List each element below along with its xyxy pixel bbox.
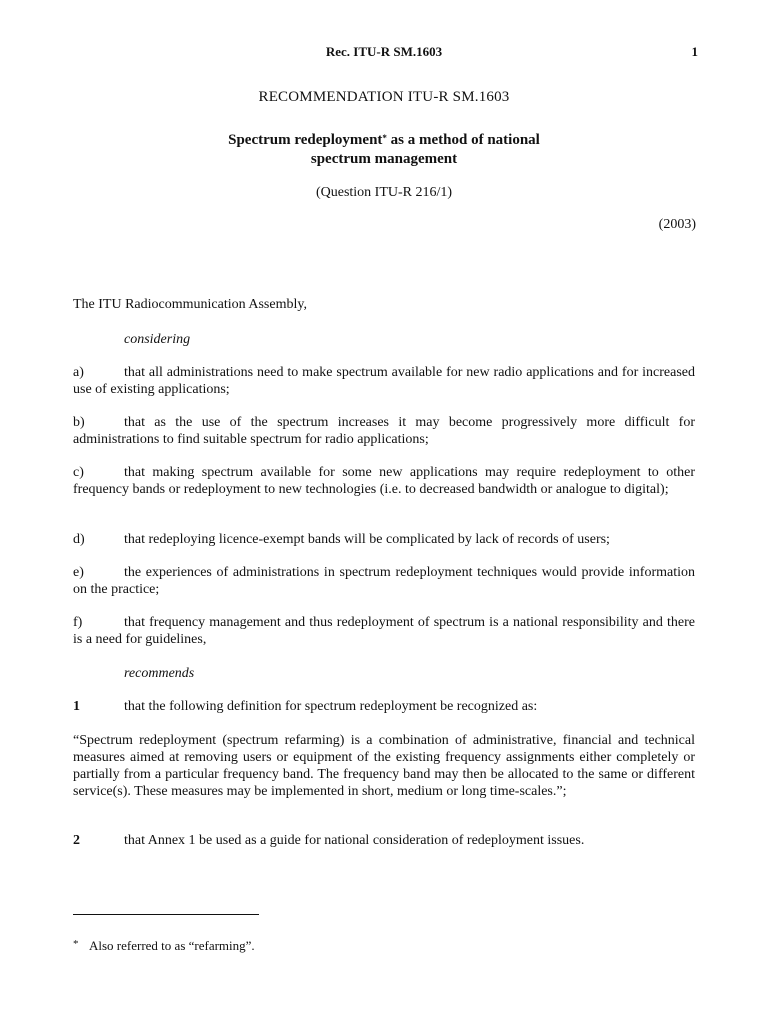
item-label: e) — [73, 565, 84, 580]
item-text: the experiences of administrations in spectrum redeployment techniques would provide information on the practice; — [73, 565, 695, 597]
assembly-line: The ITU Radiocommunication Assembly, — [73, 297, 307, 312]
page-number: 1 — [691, 44, 698, 59]
item-text: that all administrations need to make spectrum available for new radio applications and for increased use of existing applications; — [73, 365, 695, 397]
item-label: f) — [73, 615, 83, 630]
recommendation-subtitle — [0, 131, 768, 169]
item-label: d) — [73, 532, 85, 547]
considering-item-c — [73, 464, 695, 498]
item-text: that Annex 1 be used as a guide for national consideration of redeployment issues. — [124, 833, 585, 848]
recommends-heading: recommends — [124, 666, 195, 681]
item-label: a) — [73, 365, 84, 380]
considering-item-d — [73, 531, 695, 548]
subtitle-line-1b: as a method of national — [386, 132, 540, 148]
footnote-mark: * — [73, 938, 79, 950]
considering-heading: considering — [124, 332, 191, 347]
question-reference: (Question ITU-R 216/1) — [315, 185, 453, 200]
footnote — [73, 938, 255, 954]
item-text: that frequency management and thus redeployment of spectrum is a national responsibility and there is a need for guidelines, — [73, 615, 695, 647]
item-label: b) — [73, 415, 85, 430]
subtitle-line-2: spectrum management — [310, 151, 458, 167]
item-number: 1 — [73, 699, 80, 714]
footnote-reference[interactable]: * — [382, 133, 387, 143]
considering-item-b — [73, 414, 695, 448]
item-text: that redeploying licence-exempt bands will be complicated by lack of records of users; — [124, 532, 610, 547]
footnote-divider — [73, 914, 259, 915]
considering-item-f — [73, 614, 695, 648]
header-code: Rec. ITU-R SM.1603 — [325, 44, 443, 59]
item-text: that the following definition for spectrum redeployment be recognized as: — [124, 699, 538, 714]
considering-item-e — [73, 564, 695, 598]
item-number: 2 — [73, 833, 80, 848]
definition-paragraph: “Spectrum redeployment (spectrum refarming) is a combination of administrative, financial and technical measures aimed at removing users or equipment of the existing frequency assignments either completely or partially from a particular frequency band. The frequency band may then be allocated to the same or different service(s). These measures may be implemented in short, medium or long time-scales.”; — [73, 733, 695, 799]
footnote-text: Also referred to as “refarming”. — [89, 938, 255, 953]
recommendation-title: RECOMMENDATION ITU-R SM.1603 — [258, 89, 510, 105]
recommends-item-2 — [73, 832, 695, 849]
item-label: c) — [73, 465, 84, 480]
considering-item-a — [73, 364, 695, 398]
recommends-item-1 — [73, 698, 695, 715]
subtitle-line-1 — [0, 131, 768, 150]
item-text: that as the use of the spectrum increases it may become progressively more difficult for administrations to find suitable spectrum for radio applications; — [73, 415, 695, 447]
subtitle-line-1a: Spectrum redeployment — [228, 132, 383, 148]
year: (2003) — [658, 217, 696, 232]
item-text: that making spectrum available for some new applications may require redeployment to other frequency bands or redeployment to new technologies (i.e. to decreased bandwidth or analogue to digital); — [73, 465, 695, 497]
